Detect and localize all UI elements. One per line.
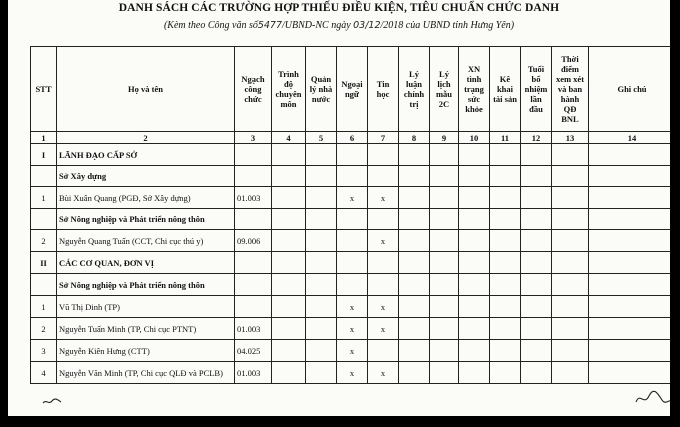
group-row	[31, 209, 671, 230]
column-header-6: Ngoại ngữ	[337, 47, 368, 132]
empty-cell	[430, 144, 459, 166]
empty-cell	[306, 166, 337, 187]
empty-cell	[399, 318, 430, 340]
empty-cell	[589, 362, 671, 384]
document-page	[8, 0, 670, 416]
empty-cell	[272, 296, 306, 318]
empty-cell	[430, 274, 459, 296]
it-mark: x	[368, 187, 399, 209]
empty-cell	[272, 362, 306, 384]
empty-cell	[368, 209, 399, 230]
empty-cell	[589, 296, 671, 318]
document-subtitle	[8, 20, 670, 31]
foreign-language-mark: x	[337, 362, 368, 384]
grade-code-cell: 01.003	[235, 318, 272, 340]
column-number-11: 11	[490, 132, 521, 144]
table-row	[31, 340, 671, 362]
empty-cell	[521, 340, 552, 362]
empty-cell	[306, 144, 337, 166]
empty-cell	[589, 252, 671, 274]
grade-code-cell: 09.006	[235, 230, 272, 252]
empty-cell	[399, 252, 430, 274]
empty-cell	[459, 230, 490, 252]
group-label-cell: LÃNH ĐẠO CẤP SỞ	[57, 144, 235, 166]
empty-cell	[235, 166, 272, 187]
empty-cell	[552, 362, 589, 384]
empty-cell	[306, 230, 337, 252]
empty-cell	[306, 274, 337, 296]
foreign-language-mark: x	[337, 296, 368, 318]
column-header-8: Lý luận chính trị	[399, 47, 430, 132]
it-mark: x	[368, 230, 399, 252]
stt-cell: II	[31, 252, 57, 274]
column-header-2: Họ và tên	[57, 47, 235, 132]
empty-cell	[521, 296, 552, 318]
empty-cell	[459, 340, 490, 362]
it-mark: x	[368, 296, 399, 318]
empty-cell	[337, 209, 368, 230]
foreign-language-mark: x	[337, 187, 368, 209]
conditions-table	[30, 46, 670, 384]
group-label-cell: Sở Nông nghiệp và Phát triển nông thôn	[57, 209, 235, 230]
group-row	[31, 166, 671, 187]
empty-cell	[589, 340, 671, 362]
empty-cell	[368, 252, 399, 274]
empty-cell	[552, 209, 589, 230]
column-number-2: 2	[57, 132, 235, 144]
stt-cell: I	[31, 144, 57, 166]
column-header-9: Lý lịch mẫu 2C	[430, 47, 459, 132]
column-number-5: 5	[306, 132, 337, 144]
foreign-language-mark: x	[337, 318, 368, 340]
stt-cell	[31, 166, 57, 187]
name-cell: Nguyễn Kiên Hưng (CTT)	[57, 340, 235, 362]
column-header-14: Ghi chú	[589, 47, 671, 132]
empty-cell	[490, 340, 521, 362]
empty-cell	[490, 209, 521, 230]
grade-code-cell	[235, 296, 272, 318]
empty-cell	[430, 318, 459, 340]
column-header-5: Quản lý nhà nước	[306, 47, 337, 132]
empty-cell	[235, 144, 272, 166]
empty-cell	[430, 296, 459, 318]
handwritten-date: 03/12	[353, 20, 381, 31]
empty-cell	[490, 144, 521, 166]
it-mark: x	[368, 362, 399, 384]
empty-cell	[306, 209, 337, 230]
foreign-language-mark: x	[337, 340, 368, 362]
grade-code-cell: 01.003	[235, 187, 272, 209]
subtitle-text-3: /2018 của UBND tỉnh Hưng Yên)	[380, 20, 515, 31]
column-number-14: 14	[589, 132, 671, 144]
empty-cell	[521, 252, 552, 274]
it-mark	[368, 340, 399, 362]
empty-cell	[459, 318, 490, 340]
handwritten-doc-number: 5477	[257, 20, 283, 31]
empty-cell	[521, 318, 552, 340]
empty-cell	[552, 252, 589, 274]
column-number-12: 12	[521, 132, 552, 144]
empty-cell	[490, 166, 521, 187]
empty-cell	[552, 144, 589, 166]
table-row	[31, 318, 671, 340]
empty-cell	[459, 274, 490, 296]
section-row	[31, 252, 671, 274]
empty-cell	[459, 296, 490, 318]
column-number-4: 4	[272, 132, 306, 144]
stt-cell: 1	[31, 296, 57, 318]
empty-cell	[521, 230, 552, 252]
empty-cell	[272, 209, 306, 230]
empty-cell	[306, 318, 337, 340]
column-number-9: 9	[430, 132, 459, 144]
empty-cell	[589, 230, 671, 252]
empty-cell	[399, 144, 430, 166]
stt-cell	[31, 209, 57, 230]
empty-cell	[430, 187, 459, 209]
empty-cell	[589, 144, 671, 166]
empty-cell	[430, 252, 459, 274]
grade-code-cell: 01.003	[235, 362, 272, 384]
initial-mark-right	[634, 388, 670, 408]
empty-cell	[272, 274, 306, 296]
stt-cell: 2	[31, 318, 57, 340]
name-cell: Nguyễn Quang Tuấn (CCT, Chi cục thú y)	[57, 230, 235, 252]
empty-cell	[272, 230, 306, 252]
empty-cell	[272, 340, 306, 362]
empty-cell	[399, 274, 430, 296]
stt-cell: 2	[31, 230, 57, 252]
subtitle-text-2: /UBND-NC ngày	[282, 20, 351, 31]
empty-cell	[337, 144, 368, 166]
empty-cell	[521, 274, 552, 296]
group-label-cell: Sở Nông nghiệp và Phát triển nông thôn	[57, 274, 235, 296]
group-label-cell: CÁC CƠ QUAN, ĐƠN VỊ	[57, 252, 235, 274]
empty-cell	[337, 274, 368, 296]
column-header-7: Tin học	[368, 47, 399, 132]
column-header-3: Ngạch công chức	[235, 47, 272, 132]
empty-cell	[272, 166, 306, 187]
column-number-7: 7	[368, 132, 399, 144]
empty-cell	[589, 274, 671, 296]
grade-code-cell: 04.025	[235, 340, 272, 362]
empty-cell	[399, 187, 430, 209]
empty-cell	[459, 362, 490, 384]
empty-cell	[552, 340, 589, 362]
name-cell: Nguyễn Văn Minh (TP, Chi cục QLĐ và PCLB)	[57, 362, 235, 384]
empty-cell	[337, 252, 368, 274]
stt-cell: 1	[31, 187, 57, 209]
empty-cell	[430, 362, 459, 384]
empty-cell	[368, 144, 399, 166]
empty-cell	[306, 362, 337, 384]
column-header-10: XN tình trạng sức khỏe	[459, 47, 490, 132]
column-header-13: Thời điểm xem xét và ban hành QĐ BNL	[552, 47, 589, 132]
empty-cell	[430, 230, 459, 252]
empty-cell	[399, 362, 430, 384]
empty-cell	[306, 252, 337, 274]
empty-cell	[490, 274, 521, 296]
empty-cell	[430, 209, 459, 230]
empty-cell	[490, 318, 521, 340]
empty-cell	[589, 166, 671, 187]
name-cell: Vũ Thị Dinh (TP)	[57, 296, 235, 318]
empty-cell	[306, 296, 337, 318]
empty-cell	[368, 274, 399, 296]
stt-cell: 3	[31, 340, 57, 362]
empty-cell	[459, 252, 490, 274]
empty-cell	[490, 187, 521, 209]
empty-cell	[399, 230, 430, 252]
empty-cell	[272, 187, 306, 209]
empty-cell	[272, 318, 306, 340]
empty-cell	[459, 166, 490, 187]
empty-cell	[368, 166, 399, 187]
empty-cell	[306, 187, 337, 209]
empty-cell	[521, 144, 552, 166]
stt-cell: 4	[31, 362, 57, 384]
column-number-8: 8	[399, 132, 430, 144]
empty-cell	[589, 187, 671, 209]
empty-cell	[589, 209, 671, 230]
name-cell: Bùi Xuân Quang (PGĐ, Sở Xây dựng)	[57, 187, 235, 209]
empty-cell	[459, 209, 490, 230]
column-header-12: Tuổi bổ nhiệm lần đầu	[521, 47, 552, 132]
empty-cell	[235, 209, 272, 230]
empty-cell	[272, 252, 306, 274]
empty-cell	[552, 187, 589, 209]
empty-cell	[306, 340, 337, 362]
empty-cell	[552, 296, 589, 318]
stt-cell	[31, 274, 57, 296]
table-row	[31, 187, 671, 209]
column-number-13: 13	[552, 132, 589, 144]
column-header-11: Kê khai tài sản	[490, 47, 521, 132]
initial-mark-left	[42, 396, 62, 406]
empty-cell	[399, 296, 430, 318]
empty-cell	[399, 166, 430, 187]
empty-cell	[521, 362, 552, 384]
empty-cell	[552, 274, 589, 296]
empty-cell	[521, 209, 552, 230]
name-cell: Nguyễn Tuấn Minh (TP, Chi cục PTNT)	[57, 318, 235, 340]
subtitle-text-1: (Kèm theo Công văn số	[163, 20, 258, 31]
empty-cell	[521, 166, 552, 187]
column-header-1: STT	[31, 47, 57, 132]
table-row	[31, 362, 671, 384]
column-number-10: 10	[459, 132, 490, 144]
section-row	[31, 144, 671, 166]
foreign-language-mark	[337, 230, 368, 252]
empty-cell	[235, 274, 272, 296]
empty-cell	[235, 252, 272, 274]
empty-cell	[490, 252, 521, 274]
empty-cell	[589, 318, 671, 340]
table-row	[31, 230, 671, 252]
empty-cell	[552, 230, 589, 252]
empty-cell	[399, 340, 430, 362]
empty-cell	[459, 187, 490, 209]
group-row	[31, 274, 671, 296]
empty-cell	[552, 318, 589, 340]
empty-cell	[399, 209, 430, 230]
empty-cell	[552, 166, 589, 187]
empty-cell	[272, 144, 306, 166]
empty-cell	[337, 166, 368, 187]
empty-cell	[490, 230, 521, 252]
column-number-1: 1	[31, 132, 57, 144]
document-title: DANH SÁCH CÁC TRƯỜNG HỢP THIẾU ĐIỀU KIỆN, TIÊU CHUẨN CHỨC DANH	[118, 2, 560, 14]
group-label-cell: Sở Xây dựng	[57, 166, 235, 187]
column-number-3: 3	[235, 132, 272, 144]
empty-cell	[459, 144, 490, 166]
empty-cell	[430, 166, 459, 187]
empty-cell	[430, 340, 459, 362]
empty-cell	[490, 362, 521, 384]
empty-cell	[521, 187, 552, 209]
empty-cell	[490, 296, 521, 318]
table-row	[31, 296, 671, 318]
it-mark: x	[368, 318, 399, 340]
column-number-6: 6	[337, 132, 368, 144]
column-header-4: Trình độ chuyên môn	[272, 47, 306, 132]
